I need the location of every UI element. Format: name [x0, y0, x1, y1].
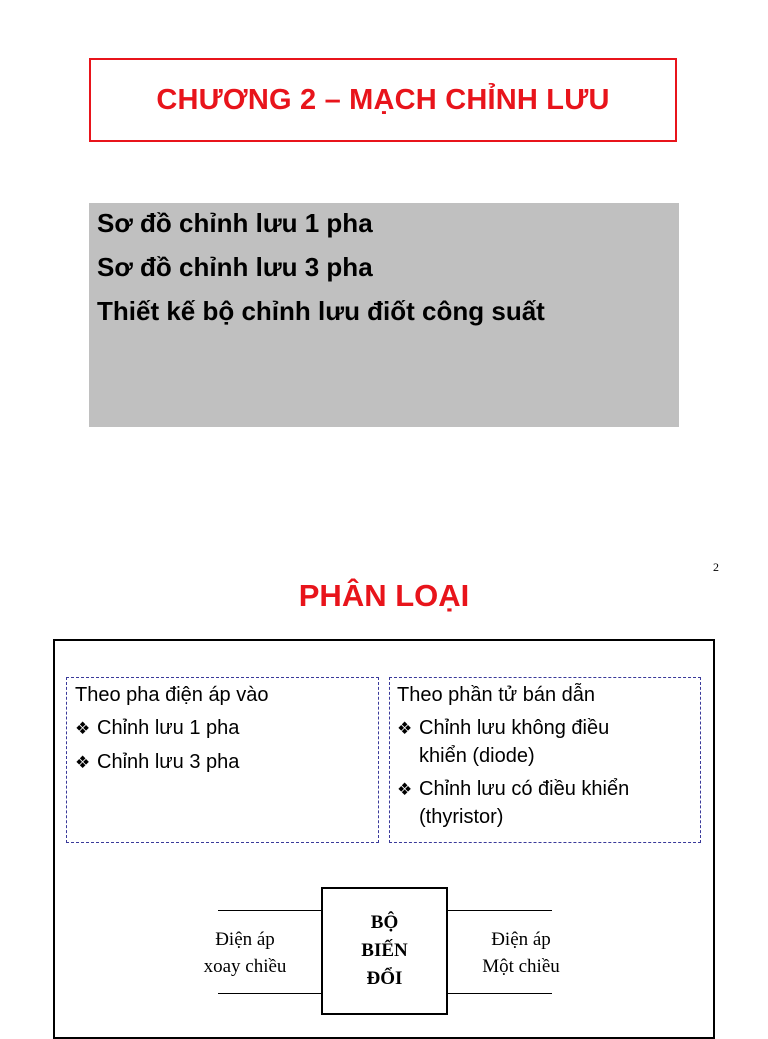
- diamond-bullet-icon: ❖: [397, 780, 413, 799]
- output-line-top: [448, 910, 552, 911]
- diamond-bullet-icon: ❖: [75, 719, 91, 738]
- chapter-title-box: [89, 58, 677, 142]
- ac-voltage-label: Điện áp xoay chiều: [203, 929, 287, 977]
- dc-voltage-label: Điện áp Một chiều: [482, 929, 560, 977]
- section-title: PHÂN LOẠI: [298, 578, 470, 613]
- chapter-title: CHƯƠNG 2 – MẠCH CHỈNH LƯU: [156, 83, 610, 116]
- topics-box: [89, 203, 679, 427]
- input-line-bottom: [218, 993, 321, 994]
- topic-item: Thiết kế bộ chỉnh lưu điốt công suất: [97, 296, 545, 326]
- semiconductor-heading: Theo phần tử bán dẫn: [397, 684, 595, 706]
- topic-item: Sơ đồ chỉnh lưu 3 pha: [97, 252, 373, 282]
- list-item: ❖ Chỉnh lưu không điều: [397, 714, 609, 743]
- list-item: ❖ Chỉnh lưu có điều khiển: [397, 775, 629, 804]
- list-item-continuation: khiển (diode): [419, 745, 535, 767]
- output-line-bottom: [448, 993, 552, 994]
- diamond-bullet-icon: ❖: [397, 719, 413, 738]
- phase-heading: Theo pha điện áp vào: [75, 684, 269, 706]
- list-item-continuation: (thyristor): [419, 806, 504, 828]
- list-item: ❖ Chỉnh lưu 3 pha: [75, 748, 239, 777]
- page-number: 2: [713, 560, 719, 574]
- topic-item: Sơ đồ chỉnh lưu 1 pha: [97, 208, 373, 238]
- input-line-top: [218, 910, 321, 911]
- converter-block: BỘ BIẾN ĐỔI: [321, 887, 448, 1015]
- diamond-bullet-icon: ❖: [75, 753, 91, 772]
- list-item: ❖ Chỉnh lưu 1 pha: [75, 714, 239, 743]
